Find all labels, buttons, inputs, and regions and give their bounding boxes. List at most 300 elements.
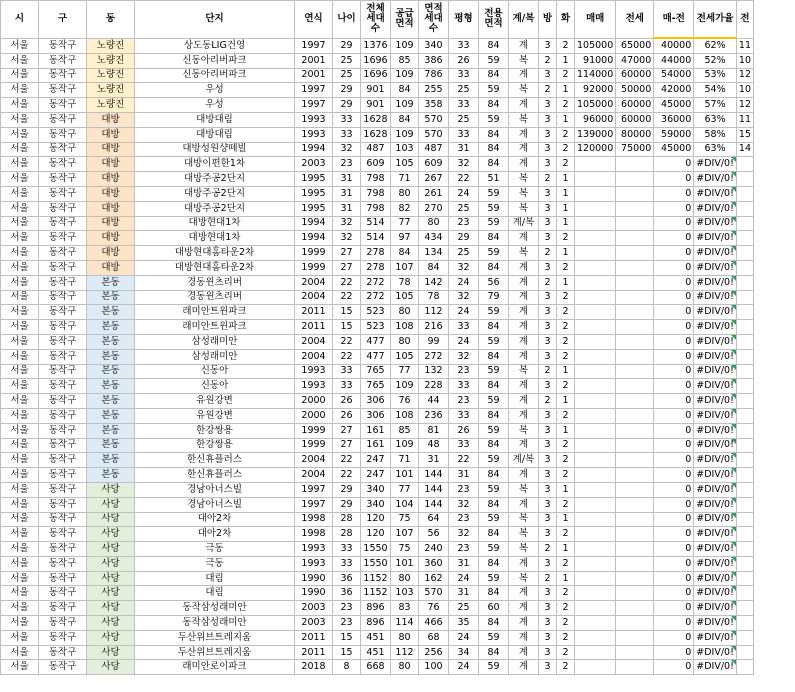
cell-sale-minus-jeonse[interactable]: 0 xyxy=(654,601,694,616)
cell-rooms[interactable]: 2 xyxy=(539,542,557,557)
cell-sale-price[interactable] xyxy=(575,660,616,675)
cell-total-units[interactable]: 278 xyxy=(361,246,391,261)
cell-dong[interactable]: 본동 xyxy=(87,320,135,335)
cell-complex[interactable]: 극동 xyxy=(135,556,295,571)
cell-jeonse[interactable] xyxy=(616,542,654,557)
cell-exclusive-area[interactable]: 59 xyxy=(479,453,509,468)
cell-gu[interactable]: 동작구 xyxy=(39,601,87,616)
cell-dong[interactable]: 사당 xyxy=(87,571,135,586)
cell-sale-minus-jeonse[interactable]: 45000 xyxy=(654,142,694,157)
cell-exclusive-area[interactable]: 84 xyxy=(479,616,509,631)
cell-dong[interactable]: 본동 xyxy=(87,394,135,409)
cell-age[interactable]: 31 xyxy=(333,172,361,187)
col-header-total-units[interactable]: 전체세대수 xyxy=(361,1,391,39)
cell-type[interactable]: 복 xyxy=(509,482,539,497)
cell-area-units[interactable]: 466 xyxy=(419,616,449,631)
cell-rooms[interactable]: 3 xyxy=(539,630,557,645)
cell-si[interactable]: 서울 xyxy=(1,349,39,364)
cell-type[interactable]: 복 xyxy=(509,172,539,187)
cell-gu[interactable]: 동작구 xyxy=(39,408,87,423)
cell-sale-minus-jeonse[interactable]: 0 xyxy=(654,201,694,216)
cell-jeonse[interactable] xyxy=(616,497,654,512)
cell-area-units[interactable]: 434 xyxy=(419,231,449,246)
cell-gu[interactable]: 동작구 xyxy=(39,556,87,571)
cell-baths[interactable]: 1 xyxy=(557,423,575,438)
cell-gu[interactable]: 동작구 xyxy=(39,512,87,527)
cell-supply-area[interactable]: 105 xyxy=(391,290,419,305)
cell-pyeong[interactable]: 33 xyxy=(449,98,479,113)
cell-age[interactable]: 23 xyxy=(333,157,361,172)
cell-age[interactable]: 27 xyxy=(333,260,361,275)
cell-jeonse[interactable] xyxy=(616,512,654,527)
cell-jeonse-ratio[interactable]: #DIV/0! xyxy=(694,453,737,468)
cell-supply-area[interactable]: 112 xyxy=(391,645,419,660)
cell-baths[interactable]: 2 xyxy=(557,408,575,423)
cell-sale-minus-jeonse[interactable]: 0 xyxy=(654,320,694,335)
cell-complex[interactable]: 래미안트윈파크 xyxy=(135,320,295,335)
cell-type[interactable]: 계 xyxy=(509,320,539,335)
cell-extra[interactable] xyxy=(736,231,753,246)
col-header-jeonse-ratio[interactable]: 전세가율 xyxy=(694,1,737,39)
cell-dong[interactable]: 사당 xyxy=(87,512,135,527)
cell-gu[interactable]: 동작구 xyxy=(39,172,87,187)
cell-rooms[interactable]: 2 xyxy=(539,275,557,290)
cell-dong[interactable]: 노량진 xyxy=(87,53,135,68)
cell-baths[interactable]: 2 xyxy=(557,98,575,113)
cell-supply-area[interactable]: 103 xyxy=(391,586,419,601)
cell-rooms[interactable]: 3 xyxy=(539,127,557,142)
cell-type[interactable]: 계 xyxy=(509,379,539,394)
cell-total-units[interactable]: 306 xyxy=(361,394,391,409)
cell-area-units[interactable]: 144 xyxy=(419,468,449,483)
cell-supply-area[interactable]: 101 xyxy=(391,468,419,483)
cell-year[interactable]: 2000 xyxy=(295,394,333,409)
cell-year[interactable]: 1997 xyxy=(295,83,333,98)
cell-sale-minus-jeonse[interactable]: 0 xyxy=(654,349,694,364)
cell-total-units[interactable]: 1628 xyxy=(361,127,391,142)
cell-gu[interactable]: 동작구 xyxy=(39,423,87,438)
cell-complex[interactable]: 신동아리버파크 xyxy=(135,53,295,68)
cell-complex[interactable]: 우성 xyxy=(135,98,295,113)
cell-complex[interactable]: 한신휴플러스 xyxy=(135,468,295,483)
cell-type[interactable]: 계/복 xyxy=(509,216,539,231)
cell-dong[interactable]: 대방 xyxy=(87,172,135,187)
cell-jeonse-ratio[interactable]: #DIV/0! xyxy=(694,556,737,571)
cell-extra[interactable] xyxy=(736,616,753,631)
cell-si[interactable]: 서울 xyxy=(1,482,39,497)
cell-jeonse-ratio[interactable]: #DIV/0! xyxy=(694,423,737,438)
cell-total-units[interactable]: 514 xyxy=(361,216,391,231)
cell-exclusive-area[interactable]: 84 xyxy=(479,157,509,172)
cell-complex[interactable]: 대방대림 xyxy=(135,127,295,142)
cell-sale-price[interactable]: 139000 xyxy=(575,127,616,142)
cell-jeonse[interactable] xyxy=(616,423,654,438)
cell-year[interactable]: 1990 xyxy=(295,586,333,601)
cell-jeonse[interactable] xyxy=(616,408,654,423)
cell-type[interactable]: 계 xyxy=(509,645,539,660)
cell-si[interactable]: 서울 xyxy=(1,186,39,201)
cell-jeonse[interactable] xyxy=(616,216,654,231)
cell-dong[interactable]: 대방 xyxy=(87,231,135,246)
col-header-si[interactable]: 시 xyxy=(1,1,39,39)
cell-sale-minus-jeonse[interactable]: 0 xyxy=(654,616,694,631)
cell-sale-minus-jeonse[interactable]: 0 xyxy=(654,482,694,497)
cell-baths[interactable]: 2 xyxy=(557,616,575,631)
cell-rooms[interactable]: 3 xyxy=(539,586,557,601)
cell-exclusive-area[interactable]: 84 xyxy=(479,260,509,275)
cell-complex[interactable]: 동작삼성래미안 xyxy=(135,601,295,616)
cell-supply-area[interactable]: 75 xyxy=(391,512,419,527)
cell-jeonse[interactable] xyxy=(616,527,654,542)
cell-supply-area[interactable]: 108 xyxy=(391,320,419,335)
cell-complex[interactable]: 대림 xyxy=(135,586,295,601)
cell-jeonse[interactable]: 47000 xyxy=(616,53,654,68)
cell-sale-minus-jeonse[interactable]: 36000 xyxy=(654,112,694,127)
cell-si[interactable]: 서울 xyxy=(1,364,39,379)
cell-sale-price[interactable] xyxy=(575,201,616,216)
cell-complex[interactable]: 대방이편한1차 xyxy=(135,157,295,172)
cell-sale-price[interactable]: 105000 xyxy=(575,38,616,53)
cell-exclusive-area[interactable]: 59 xyxy=(479,186,509,201)
cell-supply-area[interactable]: 108 xyxy=(391,408,419,423)
cell-rooms[interactable]: 3 xyxy=(539,379,557,394)
cell-area-units[interactable]: 134 xyxy=(419,246,449,261)
cell-si[interactable]: 서울 xyxy=(1,275,39,290)
cell-si[interactable]: 서울 xyxy=(1,53,39,68)
cell-pyeong[interactable]: 33 xyxy=(449,38,479,53)
cell-area-units[interactable]: 609 xyxy=(419,157,449,172)
cell-sale-price[interactable] xyxy=(575,172,616,187)
cell-jeonse[interactable] xyxy=(616,364,654,379)
cell-jeonse[interactable]: 60000 xyxy=(616,112,654,127)
cell-total-units[interactable]: 451 xyxy=(361,630,391,645)
cell-dong[interactable]: 노량진 xyxy=(87,38,135,53)
cell-supply-area[interactable]: 75 xyxy=(391,542,419,557)
cell-age[interactable]: 15 xyxy=(333,630,361,645)
cell-si[interactable]: 서울 xyxy=(1,527,39,542)
cell-rooms[interactable]: 3 xyxy=(539,453,557,468)
cell-si[interactable]: 서울 xyxy=(1,586,39,601)
cell-baths[interactable]: 1 xyxy=(557,53,575,68)
cell-total-units[interactable]: 798 xyxy=(361,172,391,187)
cell-exclusive-area[interactable]: 84 xyxy=(479,231,509,246)
cell-pyeong[interactable]: 23 xyxy=(449,512,479,527)
cell-complex[interactable]: 대아2차 xyxy=(135,527,295,542)
cell-type[interactable]: 계 xyxy=(509,630,539,645)
cell-baths[interactable]: 2 xyxy=(557,497,575,512)
cell-sale-minus-jeonse[interactable]: 0 xyxy=(654,334,694,349)
cell-total-units[interactable]: 798 xyxy=(361,186,391,201)
cell-gu[interactable]: 동작구 xyxy=(39,630,87,645)
cell-type[interactable]: 계 xyxy=(509,556,539,571)
cell-sale-minus-jeonse[interactable]: 0 xyxy=(654,260,694,275)
cell-dong[interactable]: 사당 xyxy=(87,482,135,497)
cell-jeonse-ratio[interactable]: #DIV/0! xyxy=(694,571,737,586)
cell-exclusive-area[interactable]: 51 xyxy=(479,172,509,187)
cell-type[interactable]: 계 xyxy=(509,349,539,364)
cell-jeonse[interactable] xyxy=(616,246,654,261)
cell-year[interactable]: 1993 xyxy=(295,542,333,557)
cell-exclusive-area[interactable]: 84 xyxy=(479,586,509,601)
cell-pyeong[interactable]: 25 xyxy=(449,201,479,216)
cell-age[interactable]: 15 xyxy=(333,645,361,660)
cell-si[interactable]: 서울 xyxy=(1,231,39,246)
cell-sale-price[interactable] xyxy=(575,601,616,616)
cell-complex[interactable]: 두산위브트레지움 xyxy=(135,645,295,660)
cell-extra[interactable] xyxy=(736,157,753,172)
cell-sale-price[interactable] xyxy=(575,645,616,660)
cell-exclusive-area[interactable]: 60 xyxy=(479,601,509,616)
cell-jeonse-ratio[interactable]: #DIV/0! xyxy=(694,201,737,216)
cell-dong[interactable]: 본동 xyxy=(87,468,135,483)
cell-dong[interactable]: 대방 xyxy=(87,112,135,127)
cell-year[interactable]: 2011 xyxy=(295,630,333,645)
cell-jeonse[interactable] xyxy=(616,275,654,290)
cell-gu[interactable]: 동작구 xyxy=(39,645,87,660)
cell-type[interactable]: 계 xyxy=(509,497,539,512)
cell-jeonse[interactable] xyxy=(616,482,654,497)
cell-dong[interactable]: 본동 xyxy=(87,349,135,364)
cell-rooms[interactable]: 2 xyxy=(539,394,557,409)
col-header-extra[interactable]: 전 xyxy=(736,1,753,39)
cell-extra[interactable] xyxy=(736,630,753,645)
cell-exclusive-area[interactable]: 84 xyxy=(479,320,509,335)
cell-type[interactable]: 계 xyxy=(509,394,539,409)
cell-jeonse-ratio[interactable]: 63% xyxy=(694,142,737,157)
cell-type[interactable]: 계 xyxy=(509,231,539,246)
cell-rooms[interactable]: 3 xyxy=(539,216,557,231)
cell-jeonse[interactable] xyxy=(616,186,654,201)
cell-total-units[interactable]: 1628 xyxy=(361,112,391,127)
cell-gu[interactable]: 동작구 xyxy=(39,186,87,201)
cell-supply-area[interactable]: 109 xyxy=(391,127,419,142)
cell-sale-price[interactable] xyxy=(575,216,616,231)
cell-type[interactable]: 계 xyxy=(509,438,539,453)
cell-sale-minus-jeonse[interactable]: 0 xyxy=(654,571,694,586)
col-header-dong[interactable]: 동 xyxy=(87,1,135,39)
cell-dong[interactable]: 사당 xyxy=(87,616,135,631)
cell-type[interactable]: 복 xyxy=(509,201,539,216)
cell-pyeong[interactable]: 32 xyxy=(449,497,479,512)
cell-complex[interactable]: 극동 xyxy=(135,542,295,557)
col-header-sale-price[interactable]: 매매 xyxy=(575,1,616,39)
cell-gu[interactable]: 동작구 xyxy=(39,364,87,379)
cell-pyeong[interactable]: 31 xyxy=(449,586,479,601)
cell-complex[interactable]: 한강쌍용 xyxy=(135,438,295,453)
cell-supply-area[interactable]: 83 xyxy=(391,601,419,616)
cell-supply-area[interactable]: 114 xyxy=(391,616,419,631)
cell-si[interactable]: 서울 xyxy=(1,556,39,571)
cell-sale-minus-jeonse[interactable]: 0 xyxy=(654,453,694,468)
cell-baths[interactable]: 2 xyxy=(557,305,575,320)
cell-year[interactable]: 2004 xyxy=(295,290,333,305)
cell-baths[interactable]: 2 xyxy=(557,586,575,601)
cell-area-units[interactable]: 132 xyxy=(419,364,449,379)
cell-gu[interactable]: 동작구 xyxy=(39,468,87,483)
cell-total-units[interactable]: 247 xyxy=(361,468,391,483)
cell-age[interactable]: 29 xyxy=(333,482,361,497)
cell-age[interactable]: 29 xyxy=(333,98,361,113)
cell-sale-price[interactable] xyxy=(575,260,616,275)
cell-gu[interactable]: 동작구 xyxy=(39,53,87,68)
cell-extra[interactable]: 10 xyxy=(736,53,753,68)
cell-complex[interactable]: 우성 xyxy=(135,83,295,98)
cell-sale-price[interactable]: 91000 xyxy=(575,53,616,68)
cell-sale-price[interactable] xyxy=(575,453,616,468)
cell-dong[interactable]: 본동 xyxy=(87,275,135,290)
cell-exclusive-area[interactable]: 59 xyxy=(479,305,509,320)
cell-exclusive-area[interactable]: 59 xyxy=(479,423,509,438)
cell-complex[interactable]: 한강쌍용 xyxy=(135,423,295,438)
cell-extra[interactable] xyxy=(736,186,753,201)
cell-baths[interactable]: 2 xyxy=(557,630,575,645)
cell-type[interactable]: 복 xyxy=(509,53,539,68)
cell-baths[interactable]: 2 xyxy=(557,379,575,394)
cell-si[interactable]: 서울 xyxy=(1,98,39,113)
col-header-baths[interactable]: 화 xyxy=(557,1,575,39)
col-header-gu[interactable]: 구 xyxy=(39,1,87,39)
cell-si[interactable]: 서울 xyxy=(1,127,39,142)
cell-sale-price[interactable] xyxy=(575,157,616,172)
cell-pyeong[interactable]: 32 xyxy=(449,260,479,275)
cell-area-units[interactable]: 100 xyxy=(419,660,449,675)
cell-type[interactable]: 계 xyxy=(509,260,539,275)
cell-pyeong[interactable]: 25 xyxy=(449,601,479,616)
cell-exclusive-area[interactable]: 84 xyxy=(479,127,509,142)
cell-jeonse-ratio[interactable]: #DIV/0! xyxy=(694,482,737,497)
cell-baths[interactable]: 1 xyxy=(557,542,575,557)
cell-jeonse[interactable] xyxy=(616,468,654,483)
cell-sale-price[interactable] xyxy=(575,320,616,335)
cell-area-units[interactable]: 162 xyxy=(419,571,449,586)
cell-dong[interactable]: 본동 xyxy=(87,379,135,394)
cell-gu[interactable]: 동작구 xyxy=(39,438,87,453)
cell-complex[interactable]: 유원강변 xyxy=(135,408,295,423)
cell-sale-minus-jeonse[interactable]: 0 xyxy=(654,231,694,246)
cell-supply-area[interactable]: 109 xyxy=(391,379,419,394)
cell-baths[interactable]: 1 xyxy=(557,83,575,98)
cell-dong[interactable]: 본동 xyxy=(87,408,135,423)
cell-sale-price[interactable] xyxy=(575,334,616,349)
cell-rooms[interactable]: 3 xyxy=(539,98,557,113)
cell-supply-area[interactable]: 77 xyxy=(391,216,419,231)
cell-area-units[interactable]: 570 xyxy=(419,112,449,127)
cell-sale-minus-jeonse[interactable]: 0 xyxy=(654,246,694,261)
cell-jeonse-ratio[interactable]: #DIV/0! xyxy=(694,260,737,275)
cell-sale-minus-jeonse[interactable]: 0 xyxy=(654,468,694,483)
cell-supply-area[interactable]: 80 xyxy=(391,334,419,349)
col-header-area-units[interactable]: 면적세대수 xyxy=(419,1,449,39)
cell-si[interactable]: 서울 xyxy=(1,542,39,557)
cell-area-units[interactable]: 76 xyxy=(419,601,449,616)
cell-gu[interactable]: 동작구 xyxy=(39,83,87,98)
cell-age[interactable]: 33 xyxy=(333,112,361,127)
cell-jeonse-ratio[interactable]: 54% xyxy=(694,83,737,98)
cell-age[interactable]: 8 xyxy=(333,660,361,675)
cell-type[interactable]: 복 xyxy=(509,83,539,98)
cell-si[interactable]: 서울 xyxy=(1,216,39,231)
cell-gu[interactable]: 동작구 xyxy=(39,334,87,349)
cell-complex[interactable]: 삼성래미안 xyxy=(135,334,295,349)
cell-sale-price[interactable] xyxy=(575,586,616,601)
cell-jeonse-ratio[interactable]: #DIV/0! xyxy=(694,660,737,675)
cell-total-units[interactable]: 340 xyxy=(361,482,391,497)
cell-rooms[interactable]: 2 xyxy=(539,246,557,261)
cell-si[interactable]: 서울 xyxy=(1,246,39,261)
cell-total-units[interactable]: 1550 xyxy=(361,556,391,571)
cell-pyeong[interactable]: 24 xyxy=(449,660,479,675)
cell-extra[interactable]: 15 xyxy=(736,127,753,142)
cell-si[interactable]: 서울 xyxy=(1,453,39,468)
cell-complex[interactable]: 대아2차 xyxy=(135,512,295,527)
cell-jeonse[interactable] xyxy=(616,453,654,468)
cell-jeonse[interactable] xyxy=(616,157,654,172)
cell-extra[interactable] xyxy=(736,275,753,290)
cell-area-units[interactable]: 358 xyxy=(419,98,449,113)
cell-age[interactable]: 27 xyxy=(333,246,361,261)
cell-year[interactable]: 1995 xyxy=(295,201,333,216)
cell-extra[interactable] xyxy=(736,660,753,675)
cell-complex[interactable]: 래미안트윈파크 xyxy=(135,305,295,320)
cell-gu[interactable]: 동작구 xyxy=(39,275,87,290)
cell-age[interactable]: 22 xyxy=(333,468,361,483)
cell-complex[interactable]: 대방성원샹떼빌 xyxy=(135,142,295,157)
cell-sale-minus-jeonse[interactable]: 0 xyxy=(654,172,694,187)
cell-jeonse[interactable] xyxy=(616,320,654,335)
cell-year[interactable]: 1993 xyxy=(295,379,333,394)
cell-supply-area[interactable]: 103 xyxy=(391,142,419,157)
cell-pyeong[interactable]: 23 xyxy=(449,482,479,497)
cell-type[interactable]: 복 xyxy=(509,112,539,127)
cell-gu[interactable]: 동작구 xyxy=(39,497,87,512)
cell-age[interactable]: 36 xyxy=(333,586,361,601)
cell-gu[interactable]: 동작구 xyxy=(39,216,87,231)
cell-sale-price[interactable] xyxy=(575,616,616,631)
cell-supply-area[interactable]: 97 xyxy=(391,231,419,246)
cell-jeonse-ratio[interactable]: 53% xyxy=(694,68,737,83)
cell-gu[interactable]: 동작구 xyxy=(39,142,87,157)
cell-area-units[interactable]: 256 xyxy=(419,645,449,660)
cell-total-units[interactable]: 477 xyxy=(361,334,391,349)
cell-type[interactable]: 계 xyxy=(509,68,539,83)
cell-age[interactable]: 25 xyxy=(333,68,361,83)
cell-jeonse-ratio[interactable]: #DIV/0! xyxy=(694,246,737,261)
col-header-pyeong[interactable]: 평형 xyxy=(449,1,479,39)
col-header-rooms[interactable]: 방 xyxy=(539,1,557,39)
cell-complex[interactable]: 대방주공2단지 xyxy=(135,186,295,201)
cell-pyeong[interactable]: 33 xyxy=(449,379,479,394)
cell-age[interactable]: 22 xyxy=(333,334,361,349)
cell-sale-minus-jeonse[interactable]: 0 xyxy=(654,512,694,527)
cell-exclusive-area[interactable]: 84 xyxy=(479,408,509,423)
cell-complex[interactable]: 두산위브트레지움 xyxy=(135,630,295,645)
cell-jeonse[interactable] xyxy=(616,660,654,675)
cell-exclusive-area[interactable]: 59 xyxy=(479,364,509,379)
cell-total-units[interactable]: 278 xyxy=(361,260,391,275)
cell-dong[interactable]: 대방 xyxy=(87,186,135,201)
cell-type[interactable]: 복 xyxy=(509,571,539,586)
cell-jeonse[interactable] xyxy=(616,586,654,601)
cell-area-units[interactable]: 56 xyxy=(419,527,449,542)
cell-extra[interactable] xyxy=(736,260,753,275)
cell-jeonse[interactable]: 60000 xyxy=(616,98,654,113)
cell-rooms[interactable]: 3 xyxy=(539,438,557,453)
cell-pyeong[interactable]: 33 xyxy=(449,68,479,83)
cell-rooms[interactable]: 3 xyxy=(539,260,557,275)
cell-year[interactable]: 2004 xyxy=(295,453,333,468)
cell-dong[interactable]: 사당 xyxy=(87,660,135,675)
cell-total-units[interactable]: 306 xyxy=(361,408,391,423)
